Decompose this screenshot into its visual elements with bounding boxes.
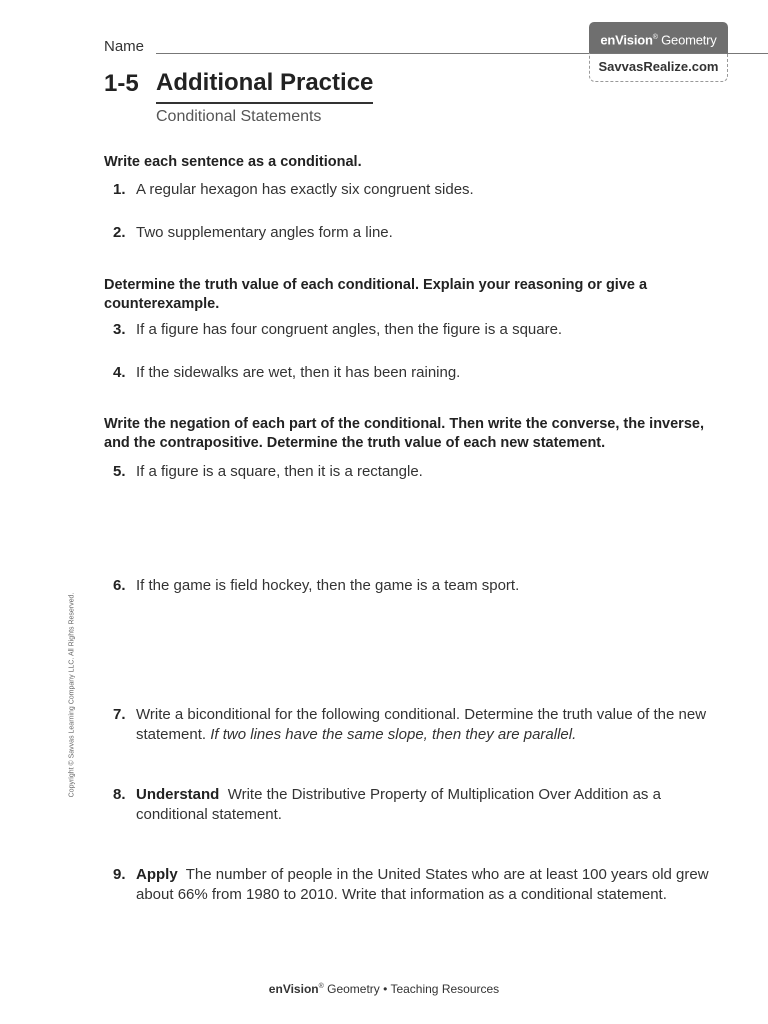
instruction-2: Determine the truth value of each conditional. Explain your reasoning or give a counterexample. [104, 277, 648, 312]
question-text: Write the Distributive Property of Multiplication Over Addition as a conditional statement. [136, 786, 661, 823]
instruction-3: Write the negation of each part of the conditional. Then write the converse, the inverse, and the contrapositive. Determine the truth value of each new statement. [104, 416, 704, 451]
question-item-5 [113, 462, 713, 482]
question-item-9 [113, 865, 713, 904]
question-item-6 [113, 576, 713, 596]
question-number: 7. [113, 706, 126, 723]
lesson-subtitle: Conditional Statements [156, 108, 322, 125]
lesson-title: Additional Practice [156, 69, 373, 104]
question-number: 2. [113, 224, 126, 241]
question-number: 4. [113, 364, 126, 381]
question-number: 1. [113, 181, 126, 198]
copyright-notice: Copyright © Savvas Learning Company LLC. All Rights Reserved. [68, 592, 76, 798]
question-keyword: Apply [136, 866, 178, 883]
question-number: 3. [113, 321, 126, 338]
question-keyword: Understand [136, 786, 220, 803]
question-number: 5. [113, 463, 126, 480]
question-number: 8. [113, 786, 126, 803]
question-text: Write a biconditional for the following conditional. Determine the truth value of the new statement. [136, 706, 707, 743]
name-label: Name [104, 38, 145, 55]
question-number: 9. [113, 866, 126, 883]
brand-logo: enVision® Geometry [589, 22, 728, 53]
brand-site[interactable]: SavvasRealize.com [589, 53, 728, 82]
question-number: 6. [113, 577, 126, 594]
question-text: A regular hexagon has exactly six congruent sides. [136, 181, 474, 198]
question-item-2 [113, 223, 713, 243]
question-text: If the game is field hockey, then the game is a team sport. [136, 577, 520, 594]
question-item-3 [113, 320, 713, 340]
question-item-8 [113, 785, 713, 824]
question-item-4 [113, 363, 713, 383]
lesson-number: 1-5 [104, 70, 139, 97]
instruction-1: Write each sentence as a conditional. [104, 154, 362, 170]
question-text: If a figure has four congruent angles, then the figure is a square. [136, 321, 563, 338]
page-footer: enVision® Geometry • Teaching Resources [268, 982, 500, 996]
question-italic-text: If two lines have the same slope, then they are parallel. [210, 725, 577, 743]
question-text: If the sidewalks are wet, then it has been raining. [136, 364, 461, 381]
question-text: The number of people in the United States who are at least 100 years old grew about 66% from 1980 to 2010. Write that information as a conditional statement. [136, 866, 709, 903]
question-item-7 [113, 705, 713, 744]
question-item-1 [113, 180, 713, 200]
question-text: Two supplementary angles form a line. [136, 224, 393, 241]
question-text: If a figure is a square, then it is a rectangle. [136, 463, 423, 480]
